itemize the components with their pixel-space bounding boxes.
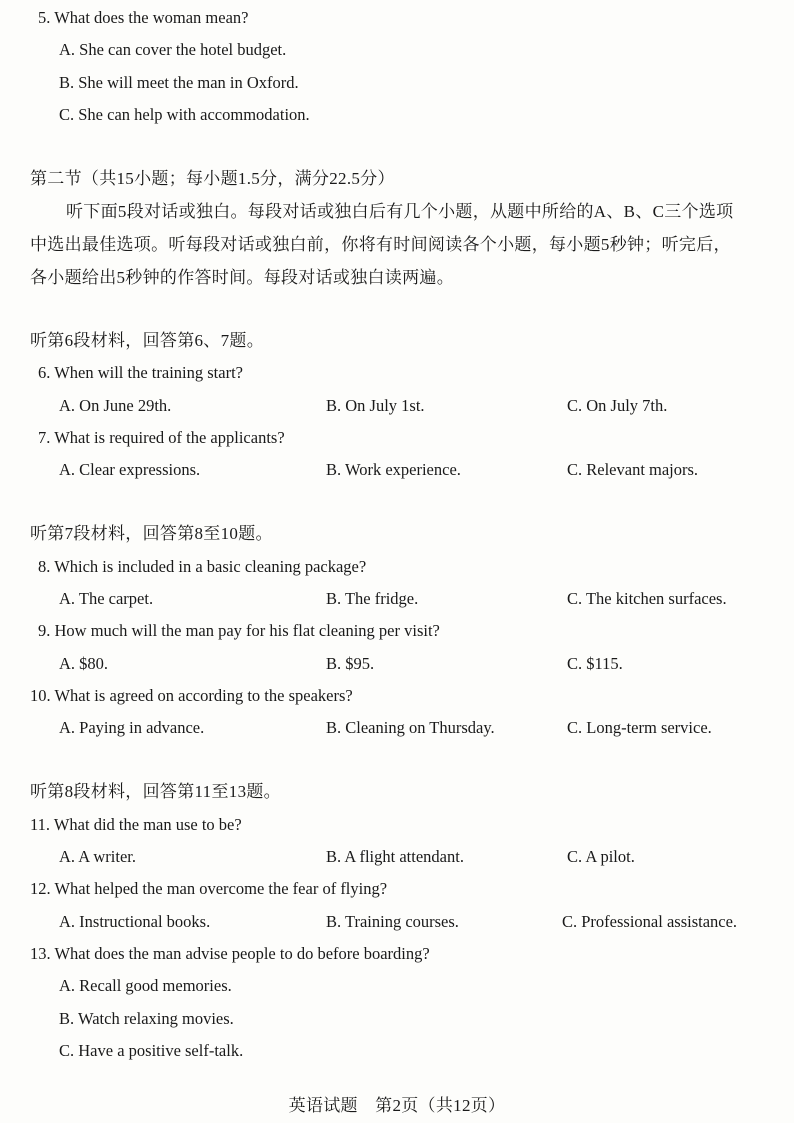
q5-stem: 5. What does the woman mean?: [38, 8, 249, 27]
q13-stem: 13. What does the man advise people to do before boarding?: [30, 944, 430, 963]
q6-option-c: C. On July 7th.: [567, 396, 668, 415]
q9-stem: 9. How much will the man pay for his flat cleaning per visit?: [38, 621, 440, 640]
q10-option-b: B. Cleaning on Thursday.: [326, 718, 495, 737]
group7-heading: 听第7段材料，回答第8至10题。: [30, 524, 273, 543]
q8-option-b: B. The fridge.: [326, 589, 419, 608]
q9-option-a: A. $80.: [59, 654, 109, 673]
q10-option-a: A. Paying in advance.: [59, 718, 205, 737]
q9-option-c: C. $115.: [567, 654, 623, 673]
q11-option-b: B. A flight attendant.: [326, 847, 464, 866]
q12-stem: 12. What helped the man overcome the fear of flying?: [30, 879, 388, 898]
q7-option-a: A. Clear expressions.: [59, 460, 201, 479]
q11-option-c: C. A pilot.: [567, 847, 635, 866]
q5-option-a: A. She can cover the hotel budget.: [59, 40, 287, 59]
q7-stem: 7. What is required of the applicants?: [38, 428, 285, 447]
q8-option-c: C. The kitchen surfaces.: [567, 589, 727, 608]
q7-option-c: C. Relevant majors.: [567, 460, 699, 479]
instruction-line-2: 中选出最佳选项。听每段对话或独白前，你将有时间阅读各个小题，每小题5秒钟；听完后，: [30, 235, 731, 254]
section-heading: 第二节（共15小题；每小题1.5分，满分22.5分）: [30, 169, 395, 188]
q12-option-b: B. Training courses.: [326, 912, 459, 931]
q10-stem: 10. What is agreed on according to the speakers?: [30, 686, 353, 705]
q12-option-c: C. Professional assistance.: [562, 912, 738, 931]
instruction-line-1: 听下面5段对话或独白。每段对话或独白后有几个小题，从题中所给的A、B、C三个选项: [66, 202, 734, 221]
q8-option-a: A. The carpet.: [59, 589, 154, 608]
q6-stem: 6. When will the training start?: [38, 363, 243, 382]
q13-option-c: C. Have a positive self-talk.: [59, 1041, 244, 1060]
q12-option-a: A. Instructional books.: [59, 912, 211, 931]
q9-option-b: B. $95.: [326, 654, 375, 673]
group8-heading: 听第8段材料，回答第11至13题。: [30, 782, 281, 801]
page-footer: 英语试题 第2页（共12页）: [288, 1096, 506, 1115]
q6-option-a: A. On June 29th.: [59, 396, 172, 415]
q13-option-b: B. Watch relaxing movies.: [59, 1009, 234, 1028]
group6-heading: 听第6段材料，回答第6、7题。: [30, 331, 264, 350]
q5-option-b: B. She will meet the man in Oxford.: [59, 73, 299, 92]
q8-stem: 8. Which is included in a basic cleaning package?: [38, 557, 367, 576]
q7-option-b: B. Work experience.: [326, 460, 461, 479]
q11-stem: 11. What did the man use to be?: [30, 815, 242, 834]
q6-option-b: B. On July 1st.: [326, 396, 425, 415]
instruction-line-3: 各小题给出5秒钟的作答时间。每段对话或独白读两遍。: [30, 268, 454, 287]
q5-option-c: C. She can help with accommodation.: [59, 105, 310, 124]
q11-option-a: A. A writer.: [59, 847, 136, 866]
q10-option-c: C. Long-term service.: [567, 718, 712, 737]
q13-option-a: A. Recall good memories.: [59, 976, 232, 995]
